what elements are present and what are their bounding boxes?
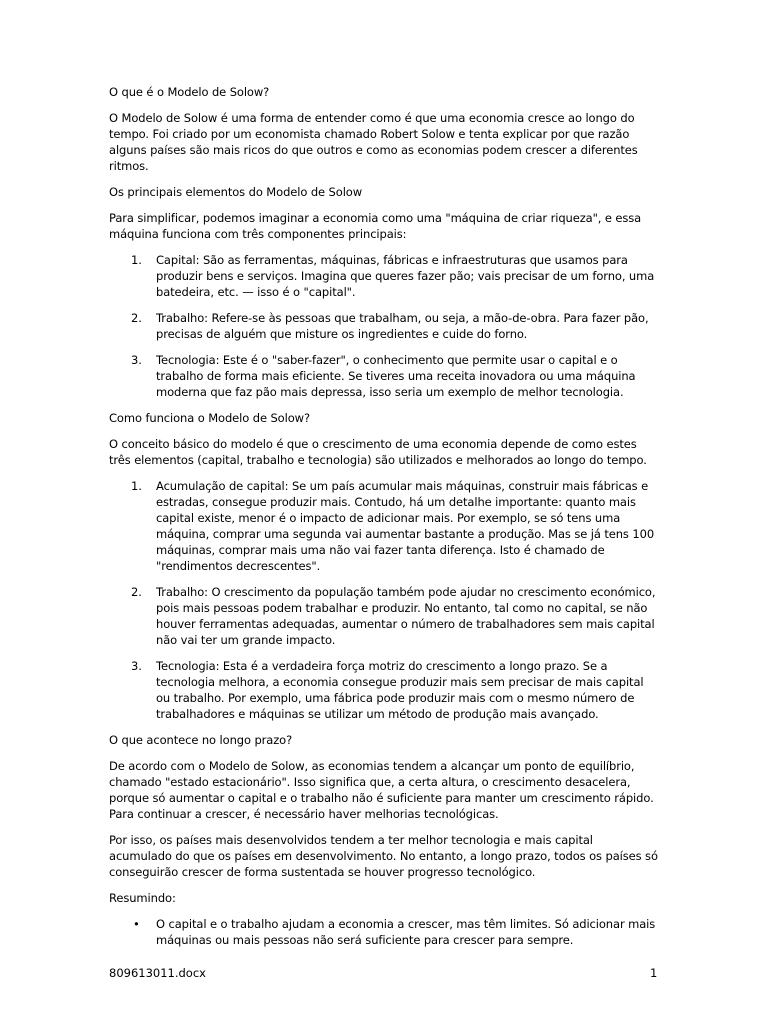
list-item-text: Tecnologia: Este é o "saber-fazer", o conhecimento que permite usar o capital e o trabalho de forma mais eficiente. Se tiveres uma receita inovadora ou uma máquina moderna que faz pão mais depressa, isso seria um exemplo de melhor tecnologia.: [156, 353, 636, 399]
list-marker: 2.: [131, 311, 142, 325]
long-run-paragraph-1: De acordo com o Modelo de Solow, as economias tendem a alcançar um ponto de equilíbrio, chamado "estado estacionário". Isso significa que, a certa altura, o crescimento desacelera, porque só aumentar o capital e o trabalho não é suficiente para manter um crescimento rápido. Para continuar a crescer, é necessário haver melhorias tecnológicas.: [109, 759, 654, 821]
list-item-text: O capital e o trabalho ajudam a economia a crescer, mas têm limites. Só adicionar mais máquinas ou mais pessoas não será suficiente para crescer para sempre.: [156, 917, 656, 947]
list-item: [109, 352, 659, 400]
list-marker: 1.: [131, 253, 142, 267]
list-item-text: Trabalho: Refere-se às pessoas que trabalham, ou seja, a mão-de-obra. Para fazer pão, precisas de alguém que misture os ingredientes e cuide do forno.: [156, 311, 649, 341]
summary-list: [109, 916, 659, 948]
footer-page-number: 1: [650, 966, 658, 980]
list-item: [109, 310, 659, 342]
list-item: [109, 252, 659, 300]
document-body: [109, 84, 659, 948]
elements-list: [109, 252, 659, 400]
section-heading-elements: Os principais elementos do Modelo de Solow: [109, 185, 363, 199]
section-heading-long-run: O que acontece no longo prazo?: [109, 733, 293, 747]
list-marker: 1.: [131, 479, 142, 493]
list-marker: 2.: [131, 585, 142, 599]
list-item: [109, 658, 659, 722]
list-item-text: Acumulação de capital: Se um país acumular mais máquinas, construir mais fábricas e estradas, consegue produzir mais. Contudo, há um detalhe importante: quanto mais capital existe, menor é o impacto de adicionar mais. Por exemplo, se só tens uma máquina, comprar uma segunda vai aumentar bastante a produção. Mas se já tens 100 máquinas, comprar mais uma não vai fazer tanta diferença. Isto é chamado de "rendimentos decrescentes".: [156, 479, 655, 573]
how-intro-paragraph: O conceito básico do modelo é que o crescimento de uma economia depende de como estes três elementos (capital, trabalho e tecnologia) são utilizados e melhorados ao longo do tempo.: [109, 437, 647, 467]
section-heading-what-is: O que é o Modelo de Solow?: [109, 85, 270, 99]
how-list: [109, 478, 659, 722]
list-item-text: Trabalho: O crescimento da população também pode ajudar no crescimento económico, pois mais pessoas podem trabalhar e produzir. No entanto, tal como no capital, se não houver ferramentas adequadas, aumentar o número de trabalhadores sem mais capital não vai ter um grande impacto.: [156, 585, 656, 647]
footer-filename: 809613011.docx: [109, 966, 206, 980]
section-heading-how-it-works: Como funciona o Modelo de Solow?: [109, 411, 310, 425]
list-item: [109, 916, 659, 948]
section-heading-summary: Resumindo:: [109, 891, 176, 905]
list-item-text: Tecnologia: Esta é a verdadeira força motriz do crescimento a longo prazo. Se a tecnologia melhora, a economia consegue produzir mais sem precisar de mais capital ou trabalho. Por exemplo, uma fábrica pode produzir mais com o mesmo número de trabalhadores e máquinas se utilizar um método de produção mais avançado.: [156, 659, 644, 721]
elements-intro-paragraph: Para simplificar, podemos imaginar a economia como uma "máquina de criar riqueza", e essa máquina funciona com três componentes principais:: [109, 211, 642, 241]
list-item: [109, 584, 659, 648]
list-marker: 3.: [131, 659, 142, 673]
bullet-icon: •: [133, 917, 140, 931]
list-item-text: Capital: São as ferramentas, máquinas, fábricas e infraestruturas que usamos para produzir bens e serviços. Imagina que queres fazer pão; vais precisar de um forno, uma batedeira, etc. — isso é o "capital".: [156, 253, 655, 299]
list-marker: 3.: [131, 353, 142, 367]
long-run-paragraph-2: Por isso, os países mais desenvolvidos tendem a ter melhor tecnologia e mais capital acumulado do que os países em desenvolvimento. No entanto, a longo prazo, todos os países só conseguirão crescer de forma sustentada se houver progresso tecnológico.: [109, 833, 658, 879]
list-item: [109, 478, 659, 574]
intro-paragraph: O Modelo de Solow é uma forma de entender como é que uma economia cresce ao longo do tempo. Foi criado por um economista chamado Robert Solow e tenta explicar por que razão alguns países são mais ricos do que outros e como as economias podem crescer a diferentes ritmos.: [109, 111, 638, 173]
